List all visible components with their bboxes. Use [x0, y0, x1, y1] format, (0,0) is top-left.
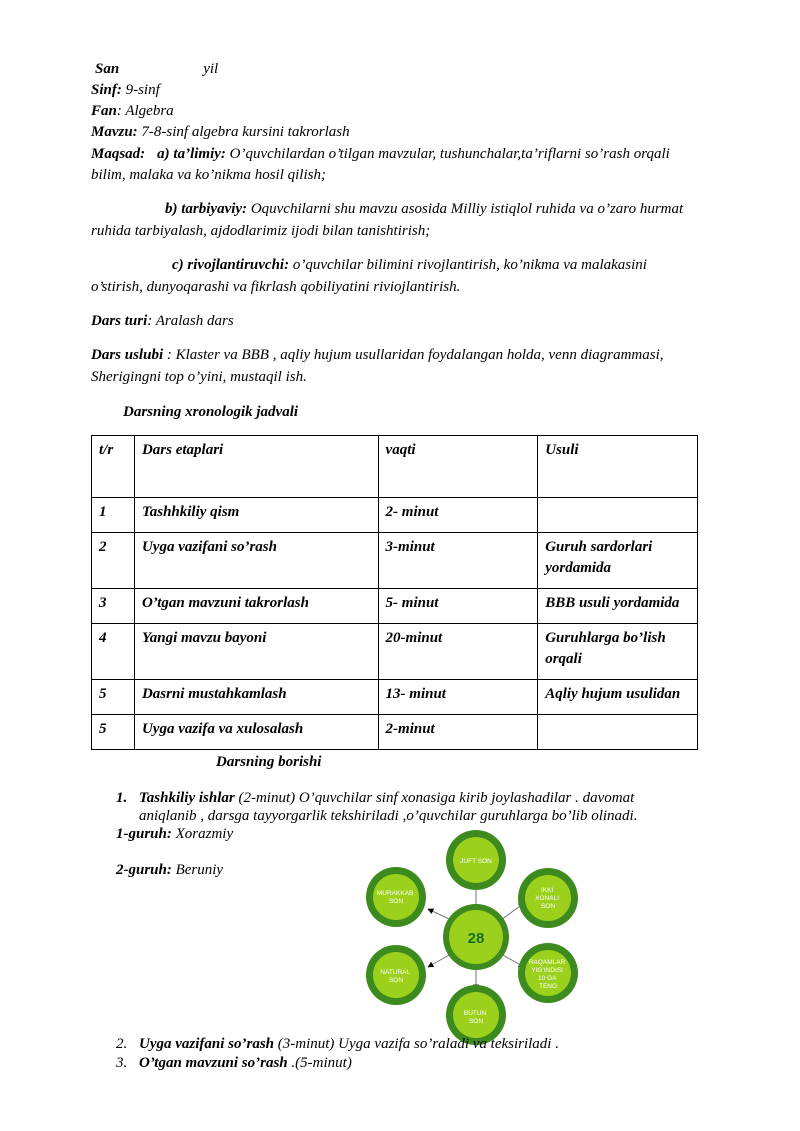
item1-text: (2-minut) O’quvchilar sinf xonasiga kirib joylashadilar . davomat: [234, 790, 635, 806]
table-cell: Uyga vazifani so’rash: [134, 533, 378, 589]
chronology-table: [91, 435, 698, 750]
table-cell: 4: [92, 624, 135, 680]
cluster-node-top-left: [366, 867, 426, 927]
table-cell: Dasrni mustahkamlash: [134, 680, 378, 715]
topic-line: [91, 123, 350, 141]
mavzu-label: Mavzu:: [91, 124, 138, 140]
fan-value: : Algebra: [116, 103, 174, 119]
node-bottom-left-text-2: SON: [388, 977, 404, 984]
center-number: 28: [467, 930, 485, 947]
item2-number: 2.: [116, 1036, 128, 1052]
node-bottom-right-text-1: RAQAMLAR: [528, 959, 566, 966]
borishi-item-3: [116, 1054, 736, 1072]
maqsad-label: Maqsad:: [91, 146, 146, 162]
table-cell: Guruhlarga bo’lish orqali: [538, 624, 698, 680]
goal-c-line1: [172, 256, 647, 274]
node-top-text: JUFT SON: [460, 858, 492, 865]
table-cell: Aqliy hujum usulidan: [538, 680, 698, 715]
lesson-type-line: [91, 312, 234, 330]
connector-top-left: [428, 909, 451, 920]
table-cell: 2-minut: [378, 715, 538, 750]
item3-number: 3.: [116, 1055, 128, 1071]
goal-b-text: Oquvchilarni shu mavzu asosida Milliy istiqlol ruhida va o’zaro hurmat: [247, 201, 684, 217]
goal-a-line1: [91, 145, 670, 163]
table-cell: 5- minut: [378, 589, 538, 624]
lesson-type-value: : Aralash dars: [147, 313, 234, 329]
node-bottom-right-text-2: YIG’INDISI: [531, 967, 563, 974]
table-cell: Yangi mavzu bayoni: [134, 624, 378, 680]
group2-label: 2-guruh:: [116, 862, 172, 878]
table-row: [92, 498, 698, 533]
borishi-item-2: [116, 1035, 736, 1053]
table-cell: Guruh sardorlari yordamida: [538, 533, 698, 589]
node-top-right-text-3: SON: [540, 903, 556, 910]
goal-b-label: b) tarbiyaviy:: [165, 201, 248, 217]
table-row: [92, 624, 698, 680]
table-cell: 3-minut: [378, 533, 538, 589]
group1-value: Xorazmiy: [171, 826, 234, 842]
date-line: [91, 60, 218, 78]
node-bottom-text-2: SON: [468, 1018, 484, 1025]
table-cell: BBB usuli yordamida: [538, 589, 698, 624]
group2-value: Beruniy: [171, 862, 224, 878]
node-bottom-left-text-1: NATURAL: [380, 969, 410, 976]
mavzu-value: 7-8-sinf algebra kursini takrorlash: [137, 124, 350, 140]
connector-bottom-left: [428, 954, 451, 967]
table-cell: [538, 715, 698, 750]
goal-a-line2: bilim, malaka va ko’nikma hosil qilish;: [91, 167, 326, 183]
item1-title: Tashkiliy ishlar: [139, 790, 235, 806]
borishi-title: Darsning borishi: [216, 754, 322, 770]
table-cell: Uyga vazifa va xulosalash: [134, 715, 378, 750]
cluster-node-bottom-left: [366, 945, 426, 1005]
node-top-right-text-1: IKKI: [540, 887, 554, 894]
item1-text-line2: aniqlanib , darsga tayyorgarlik tekshiriladi ,o’quvchilar guruhlarga bo’lib olinadi.: [139, 808, 638, 824]
table-cell: 2- minut: [378, 498, 538, 533]
node-bottom-text-1: BUTUN: [463, 1010, 487, 1017]
table-row: [92, 533, 698, 589]
sinf-value: 9-sinf: [121, 82, 160, 98]
goal-a-label: a) ta’limiy:: [157, 146, 226, 162]
group2-line: [116, 861, 223, 879]
class-line: [91, 81, 160, 99]
item3-text: .(5-minut): [287, 1055, 352, 1071]
fan-label: Fan: [91, 103, 117, 119]
node-top-right-text-2: XONALI: [535, 895, 560, 902]
borishi-item-1: [116, 789, 736, 825]
goal-c-line2: o’stirish, dunyoqarashi va fikrlash qobiliyatini riviojlantirish.: [91, 279, 461, 295]
san-label: San: [95, 61, 120, 77]
table-cell: 20-minut: [378, 624, 538, 680]
node-top-left-text-1: MURAKKAB: [376, 890, 414, 897]
table-cell: 5: [92, 680, 135, 715]
lesson-method-line2: Sherigingni top o’yini, mustaqil ish.: [91, 369, 307, 385]
sinf-label: Sinf:: [91, 82, 122, 98]
lesson-method-label: Dars uslubi: [91, 347, 164, 363]
table-cell: [538, 498, 698, 533]
header-cell-method: Usuli: [538, 436, 698, 498]
cluster-node-top: [446, 830, 506, 890]
item2-text: (3-minut) Uyga vazifa so’raladi va teksiriladi .: [274, 1036, 559, 1052]
group1-label: 1-guruh:: [116, 826, 172, 842]
item1-number: 1.: [116, 790, 128, 806]
subject-line: [91, 102, 174, 120]
lesson-type-label: Dars turi: [91, 313, 148, 329]
node-bottom-right-text-4: TENG: [538, 983, 558, 990]
item3-title: O’tgan mavzuni so’rash: [139, 1055, 288, 1071]
lesson-method-line1: [91, 346, 664, 364]
cluster-node-center: [443, 904, 509, 970]
node-bottom-right-text-3: 10 GA: [538, 975, 557, 982]
goal-b-line2: ruhida tarbiyalash, ajdodlarimiz ijodi bilan tanishtirish;: [91, 223, 431, 239]
cluster-node-bottom-right: [518, 943, 578, 1003]
goal-b-line1: [165, 200, 683, 218]
table-title: Darsning xronologik jadvali: [123, 404, 299, 420]
goal-c-label: c) rivojlantiruvchi:: [172, 257, 290, 273]
lesson-method-text: : Klaster va BBB , aqliy hujum usullaridan foydalangan holda, venn diagrammasi,: [163, 347, 664, 363]
table-cell: 13- minut: [378, 680, 538, 715]
cluster-diagram: [356, 830, 596, 1045]
node-top-left-text-2: SON: [388, 898, 404, 905]
table-cell: O’tgan mavzuni takrorlash: [134, 589, 378, 624]
table-cell: 5: [92, 715, 135, 750]
table-row: [92, 589, 698, 624]
item2-title: Uyga vazifani so’rash: [139, 1036, 275, 1052]
table-cell: 2: [92, 533, 135, 589]
table-cell: 3: [92, 589, 135, 624]
header-cell-tr: t/r: [92, 436, 135, 498]
table-row: [92, 680, 698, 715]
group1-line: [116, 825, 233, 843]
header-cell-stages: Dars etaplari: [134, 436, 378, 498]
goal-c-text: o’quvchilar bilimini rivojlantirish, ko’nikma va malakasini: [289, 257, 647, 273]
table-cell: 1: [92, 498, 135, 533]
header-cell-time: vaqti: [378, 436, 538, 498]
goal-a-text: O’quvchilardan o’tilgan mavzular, tushunchalar,ta’riflarni so’rash orqali: [225, 146, 670, 162]
table-row: [92, 715, 698, 750]
table-header-row: [92, 436, 698, 498]
cluster-node-top-right: [518, 868, 578, 928]
table-cell: Tashhkiliy qism: [134, 498, 378, 533]
yil-label: yil: [203, 61, 219, 77]
